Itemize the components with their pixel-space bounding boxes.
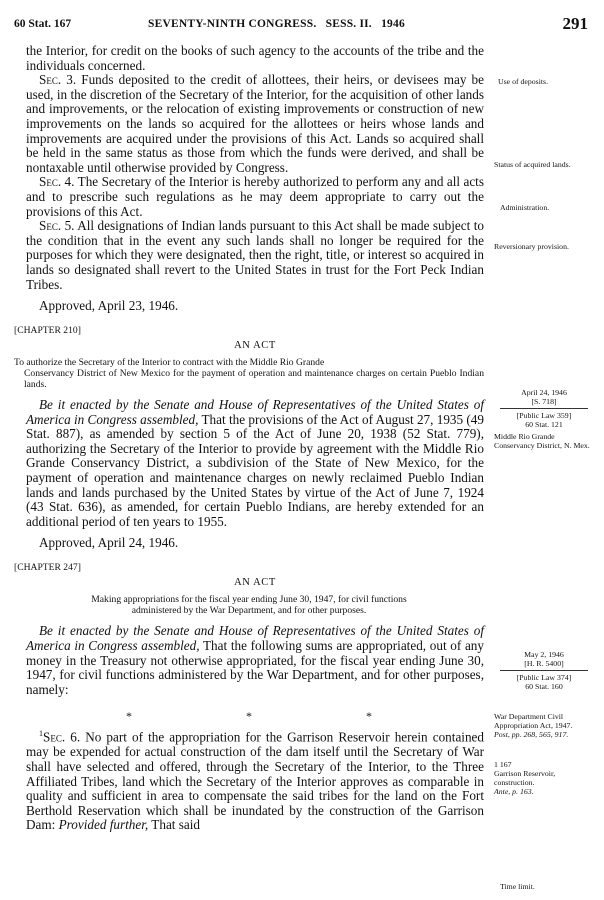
sidenote-status: Status of acquired lands. [494, 160, 571, 169]
sidenote-ch247-dates [494, 650, 594, 691]
sidenote-time-limit: Time limit. [500, 882, 535, 891]
chapter-247-enacting-clause: Be it enacted by the Senate and House of Representatives of the United States of America in Congress assembled, [26, 623, 484, 654]
sidenote-garrison [494, 760, 594, 796]
war-dept-act: War Department Civil Appropriation Act, 1947. [494, 712, 573, 730]
star: * [366, 709, 372, 724]
section-5-text: All designations of Indian lands pursuant to this Act shall be made subject to the condition that in the event any such lands shall no longer be required for the purposes for which they were designated, then the right, title, or interest so acquired in lands so designated shall revert to the United States in trust for the Fort Peck Indian Tribes. [26, 218, 484, 292]
chapter-247-enactment-text: That the following sums are appropriated, out of any money in the Treasury not otherwise appropriated, for the fiscal year ending June 30, 1947, for civil functions administered by the War Department, and for other purposes, namely: [26, 638, 484, 697]
garrison-ante: Ante, p. 163. [494, 787, 534, 796]
main-text [14, 43, 484, 833]
congress-session: SEVENTY-NINTH CONGRESS. SESS. II. 1946 [148, 18, 405, 30]
section-6-end: That said [148, 817, 200, 833]
ch247-public-law: [Public Law 374] [516, 673, 572, 682]
chapter-247-enactment [26, 624, 484, 697]
chapter-210-title [14, 357, 484, 390]
sidenote-use-of-deposits: Use of deposits. [498, 77, 549, 86]
section-3-label: Sec. 3. [39, 72, 77, 88]
star: * [126, 709, 132, 724]
ch210-stat: 60 Stat. 121 [525, 420, 563, 429]
chapter-247-title-rest: administered by the War Department, and for other purposes. [131, 605, 367, 617]
garrison-mark: 1 167 [494, 760, 512, 769]
section-4-text: The Secretary of the Interior is hereby authorized to perform any and all acts and to prescribe such regulations as he may deem appropriate to carry out the provisions of this Act. [26, 174, 484, 219]
sidenote-rule [500, 670, 588, 671]
sidenote-rule [500, 408, 588, 409]
section-6-proviso: Provided further, [58, 817, 149, 833]
section-5-label: Sec. 5. [39, 218, 75, 234]
ch247-stat: 60 Stat. 160 [525, 682, 563, 691]
stat-citation: 60 Stat. 167 [14, 18, 72, 30]
chapter-247-heading: [CHAPTER 247] [14, 562, 81, 574]
section-3-text: Funds deposited to the credit of allottees, their heirs, or devisees may be used, in the discretion of the Secretary of the Interior, for the acquisition of other lands and improvements, or the relocation of existing improvements or construction of new improvements on the lands so acquired for the allottees or heirs whose lands and improvements are acquired under the provisions of this Act. Lands so acquired shall be held in the same status as those from which the funds were derived, and shall be nontaxable until otherwise provided by Congress. [26, 72, 484, 175]
chapter-210-title-first: To authorize the Secretary of the Interior to contract with the Middle Rio Grande [14, 357, 325, 369]
section-4-label: Sec. 4. [39, 174, 75, 190]
omission-stars [26, 709, 484, 723]
chapter-247-act: AN ACT [234, 577, 276, 589]
chapter-210-title-rest: Conservancy District of New Mexico for the payment of operation and maintenance charges on certain Pueblo Indian lands. [24, 368, 484, 391]
margin-notes [494, 0, 596, 900]
section-5 [26, 219, 484, 292]
section-6-text: No part of the appropriation for the Garrison Reservoir herein contained may be expended for actual construction of the dam itself until the Secretary of War shall have selected and offered, through the Secretary of the Interior, to the Three Affiliated Tribes, land which the Secretary of the Interior approves as comparable in quality and sufficient in area to compensate the said tribes for the land on the Fort Berthold Reservation which shall be inundated by the construction of the Garrison Dam: [26, 729, 484, 833]
ch247-date: May 2, 1946 [524, 650, 564, 659]
sidenote-war-department [494, 712, 594, 739]
ch210-public-law: [Public Law 359] [516, 411, 572, 420]
ch210-date: April 24, 1946 [521, 388, 567, 397]
sidenote-ch210-dates [494, 388, 594, 429]
chapter-210-heading: [CHAPTER 210] [14, 325, 81, 337]
chapter-247-title [14, 594, 484, 616]
sidenote-reversionary: Reversionary provision. [494, 242, 569, 251]
chapter-210-enactment [26, 398, 484, 529]
section-3 [26, 73, 484, 175]
section-6-label: Sec. 6. [43, 729, 81, 745]
section-4 [26, 175, 484, 219]
garrison-reservoir: Garrison Reservoir, construction. [494, 769, 556, 787]
star: * [246, 709, 252, 724]
ch247-bill: [H. R. 5400] [524, 659, 564, 668]
sidenote-middle-rio-grande: Middle Rio Grande Conservancy District, N. Mex. [494, 432, 590, 450]
paragraph-continuation: the Interior, for credit on the books of such agency to the accounts of the tribe and the individuals concerned. [26, 43, 484, 73]
sidenote-administration: Administration. [500, 203, 550, 212]
approved-date-1: Approved, April 23, 1946. [39, 298, 179, 314]
war-dept-post: Post, pp. 268, 565, 917. [494, 730, 569, 739]
approved-date-2: Approved, April 24, 1946. [39, 535, 179, 551]
page-number: 291 [562, 14, 588, 33]
chapter-210-act: AN ACT [234, 340, 276, 352]
chapter-247-title-first: Making appropriations for the fiscal year ending June 30, 1947, for civil functions [91, 594, 407, 606]
chapter-210-enactment-text: That the provisions of the Act of August 27, 1935 (49 Stat. 887), as amended by section 5 of the Act of June 20, 1938 (52 Stat. 779), authorizing the Secretary of the Interior to provide by agreement with the Middle Rio Grande Conservancy District, a subdivision of the State of New Mexico, for the payment of operation and maintenance charges on newly reclaimed Pueblo Indian lands and lands purchased by the United States by virtue of the Act of June 7, 1924 (43 Stat. 636), as amended, for certain Pueblo Indians, are hereby extended for an additional period of ten years to 1955. [26, 411, 484, 529]
section-6 [26, 727, 484, 833]
ch210-bill: [S. 718] [531, 397, 557, 406]
chapter-210-enacting-clause: Be it enacted by the Senate and House of Representatives of the United States of America in Congress assembled, [26, 397, 484, 427]
footnote-mark: 1 [39, 729, 43, 739]
